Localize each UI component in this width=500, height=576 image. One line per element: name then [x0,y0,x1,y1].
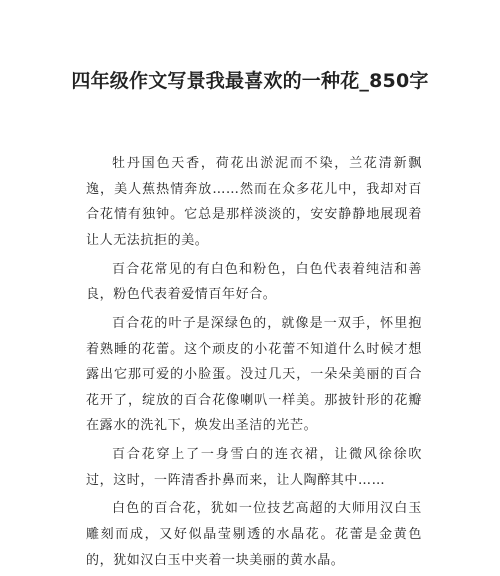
paragraph: 牡丹国色天香，荷花出淤泥而不染，兰花清新飘逸，美人蕉热情奔放……然而在众多花儿中，我却对百合花情有独钟。它总是那样淡淡的，安安静静地展现着让人无法抗拒的美。 [86,156,422,248]
document-body [86,151,422,576]
paragraph: 百合花的叶子是深绿色的，就像是一双手，怀里抱着熟睡的花蕾。这个顽皮的小花蕾不知道什么时候才想露出它那可爱的小脸蛋。没过几天，一朵朵美丽的百合花开了，绽放的百合花像喇叭一样美。那披针形的花瓣在露水的洗礼下，焕发出圣洁的光芒。 [86,315,422,434]
document-title: 四年级作文写景我最喜欢的一种花_850字 [71,70,429,92]
paragraph: 白色的百合花，犹如一位技艺高超的大师用汉白玉雕刻而成，又好似晶莹剔透的水晶花。花蕾是金黄色的，犹如汉白玉中夹着一块美丽的黄水晶。 [86,501,422,568]
paragraph: 百合花常见的有白色和粉色，白色代表着纯洁和善良，粉色代表着爱情百年好合。 [86,261,422,303]
paragraph: 百合花穿上了一身雪白的连衣裙，让微风徐徐吹过，这时，一阵清香扑鼻而来，让人陶醉其中…… [86,447,422,488]
